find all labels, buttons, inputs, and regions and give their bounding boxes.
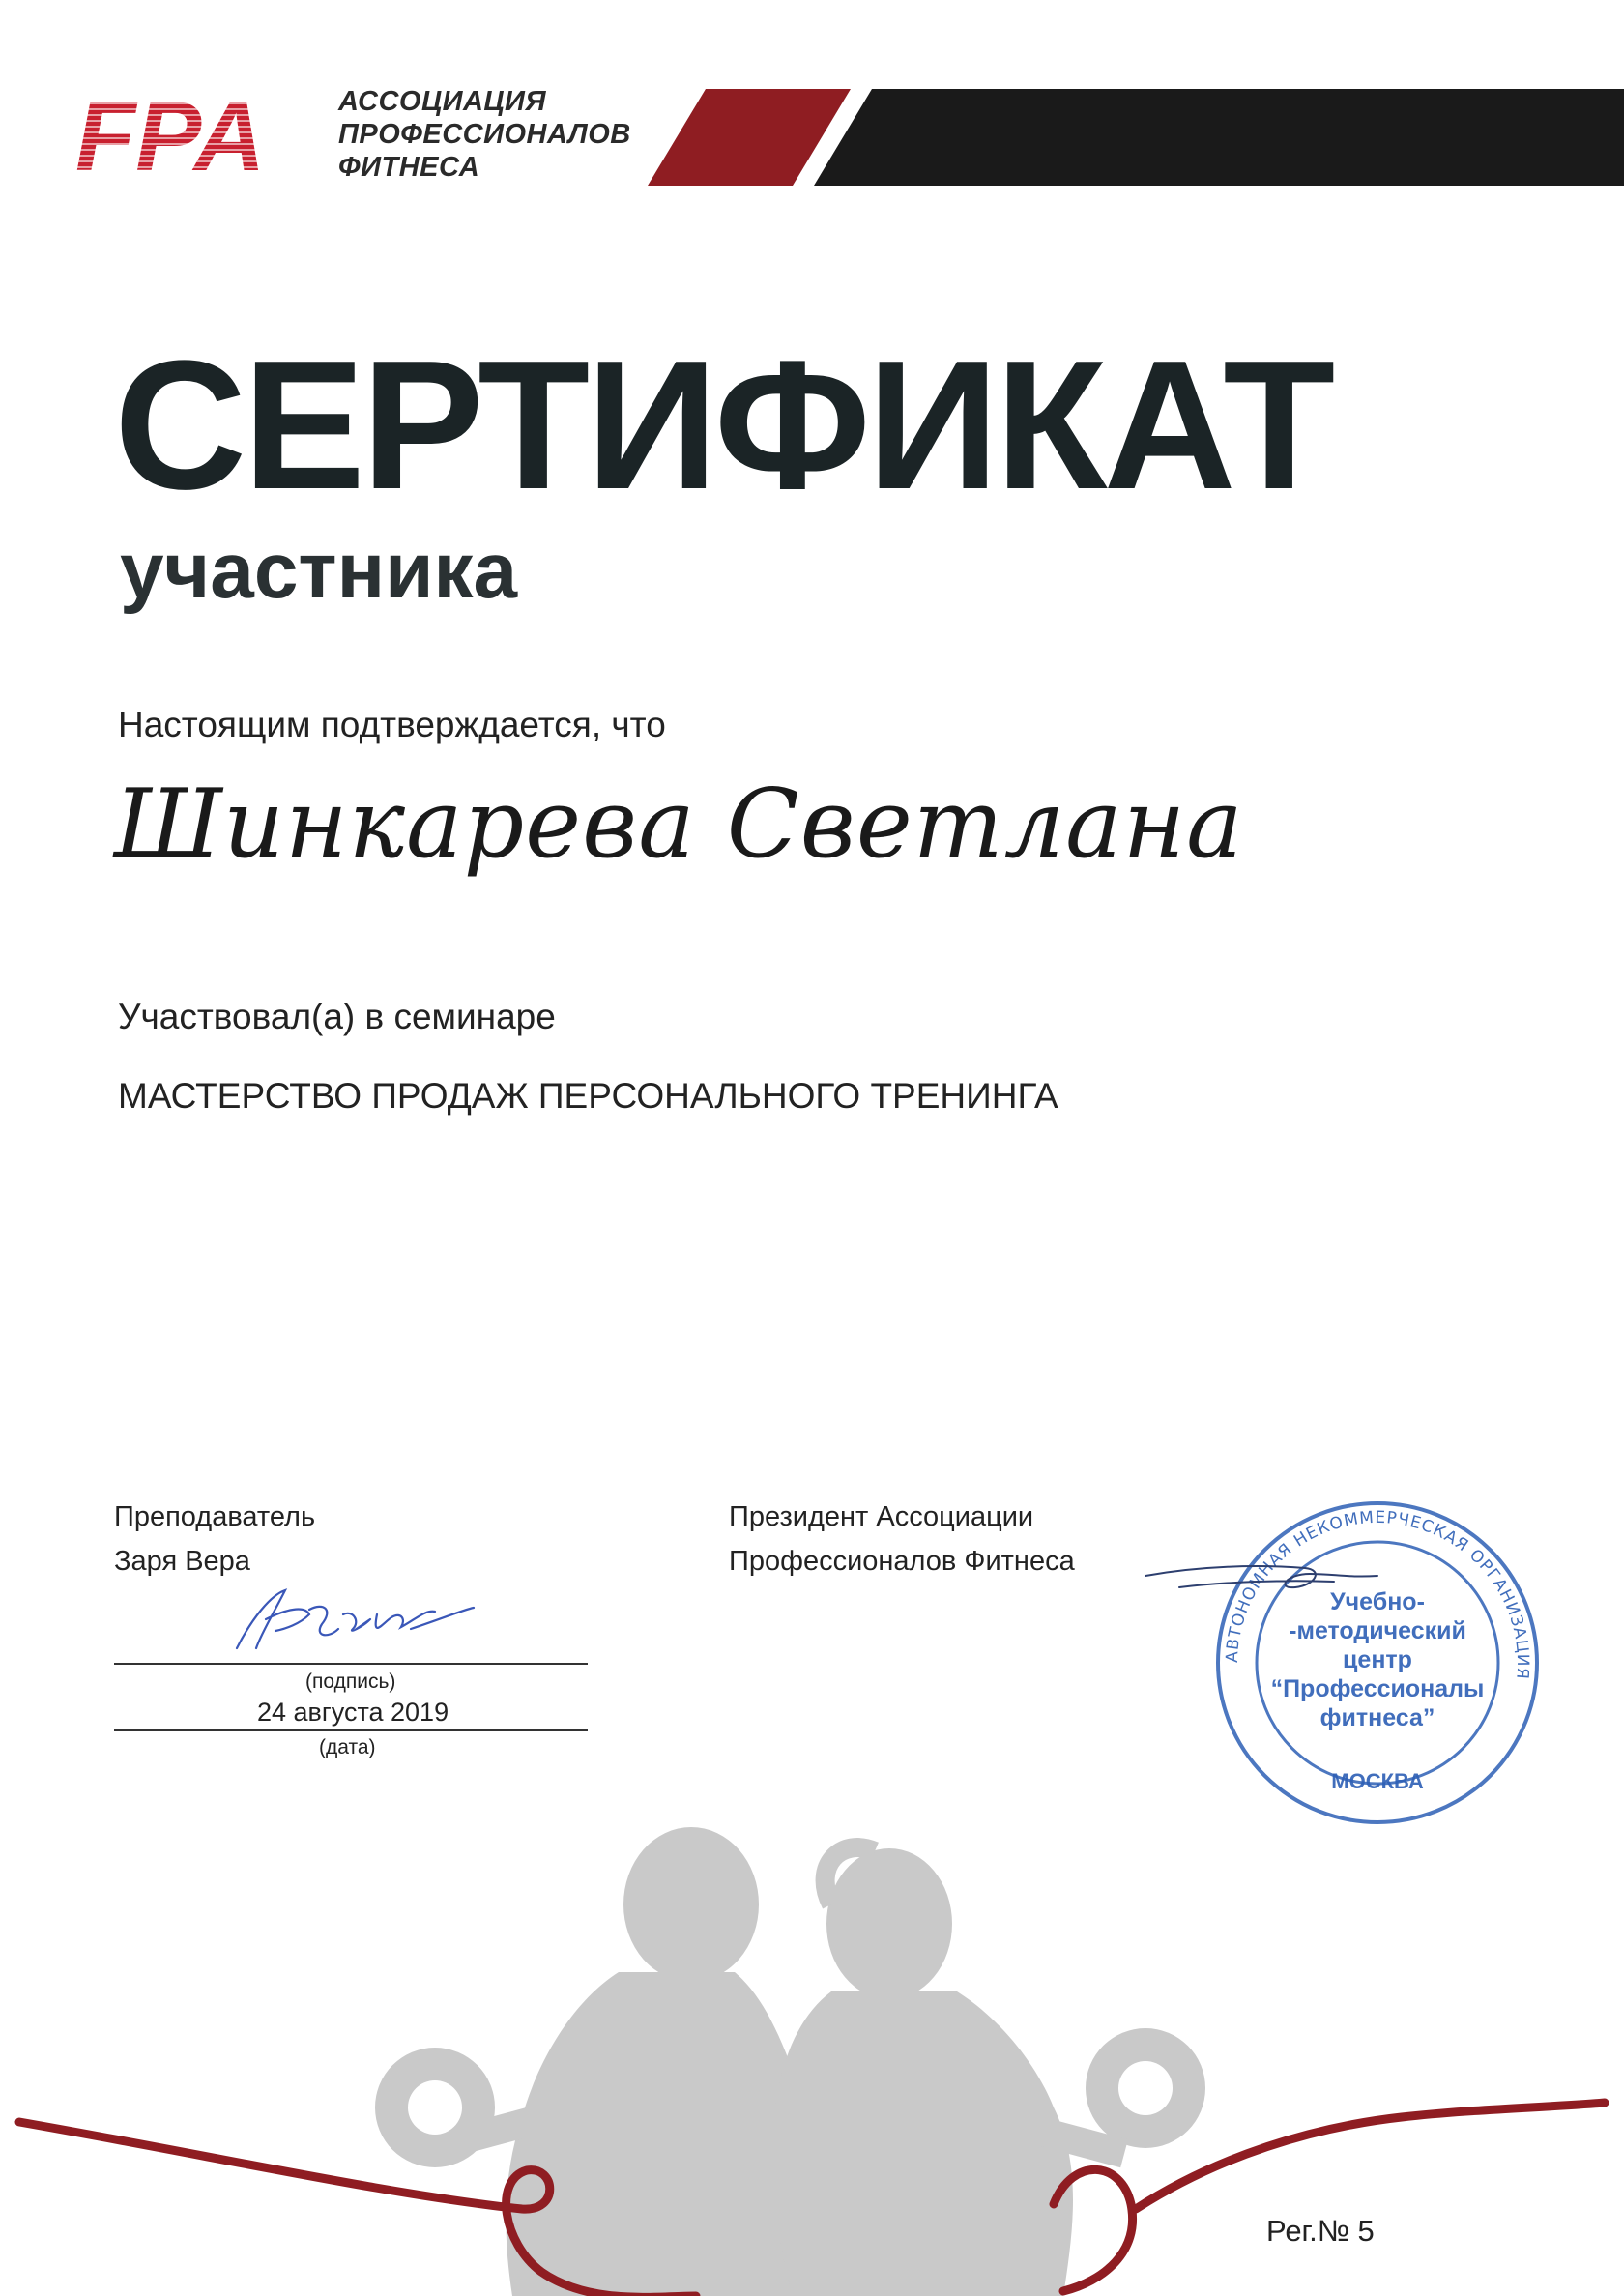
signature-line <box>114 1663 588 1665</box>
teacher-label: Преподаватель <box>114 1501 316 1532</box>
org-name-line-1: АССОЦИАЦИЯ <box>338 86 547 117</box>
certificate-subtitle: участника <box>120 527 518 615</box>
header-band <box>648 89 1624 186</box>
fpa-logo <box>75 87 317 184</box>
org-name-line-3: ФИТНЕСА <box>338 152 480 183</box>
president-label-line-1: Президент Ассоциации <box>729 1501 1034 1532</box>
stamp-ring-text: АВТОНОМНАЯ НЕКОММЕРЧЕСКАЯ ОРГАНИЗАЦИЯ <box>1222 1507 1533 1681</box>
seminar-title: МАСТЕРСТВО ПРОДАЖ ПЕРСОНАЛЬНОГО ТРЕНИНГА <box>118 1076 1058 1116</box>
president-label-line-2: Профессионалов Фитнеса <box>729 1546 1075 1577</box>
stamp-city: МОСКВА <box>1331 1769 1424 1793</box>
participant-name: Шинкарева Светлана <box>114 770 1244 880</box>
figures-silhouette <box>375 1827 1205 2296</box>
signature-caption: (подпись) <box>305 1671 396 1693</box>
date-value: 24 августа 2019 <box>257 1698 450 1727</box>
teacher-signature <box>218 1581 478 1663</box>
org-name-line-2: ПРОФЕССИОНАЛОВ <box>338 119 631 150</box>
stamp-line-3: центр <box>1343 1646 1412 1673</box>
certificate-title: СЕРТИФИКАТ <box>114 323 1332 528</box>
stamp-line-2: -методический <box>1289 1617 1466 1644</box>
president-signature <box>1141 1556 1382 1614</box>
stamp-line-1: Учебно- <box>1330 1588 1425 1615</box>
stamp-line-5: фитнеса” <box>1320 1704 1436 1731</box>
date-caption: (дата) <box>319 1736 376 1758</box>
confirm-text: Настоящим подтверждается, что <box>118 705 666 744</box>
fitness-figures-illustration <box>0 1827 1624 2296</box>
logo-text: FPA <box>75 87 266 184</box>
stamp-line-4: “Профессионалы <box>1270 1675 1485 1702</box>
participated-text: Участвовал(а) в семинаре <box>118 997 556 1036</box>
official-stamp <box>1208 1494 1547 1832</box>
registration-number: Рег.№ 5 <box>1266 2214 1375 2248</box>
date-line <box>114 1729 588 1731</box>
teacher-name: Заря Вера <box>114 1546 250 1577</box>
